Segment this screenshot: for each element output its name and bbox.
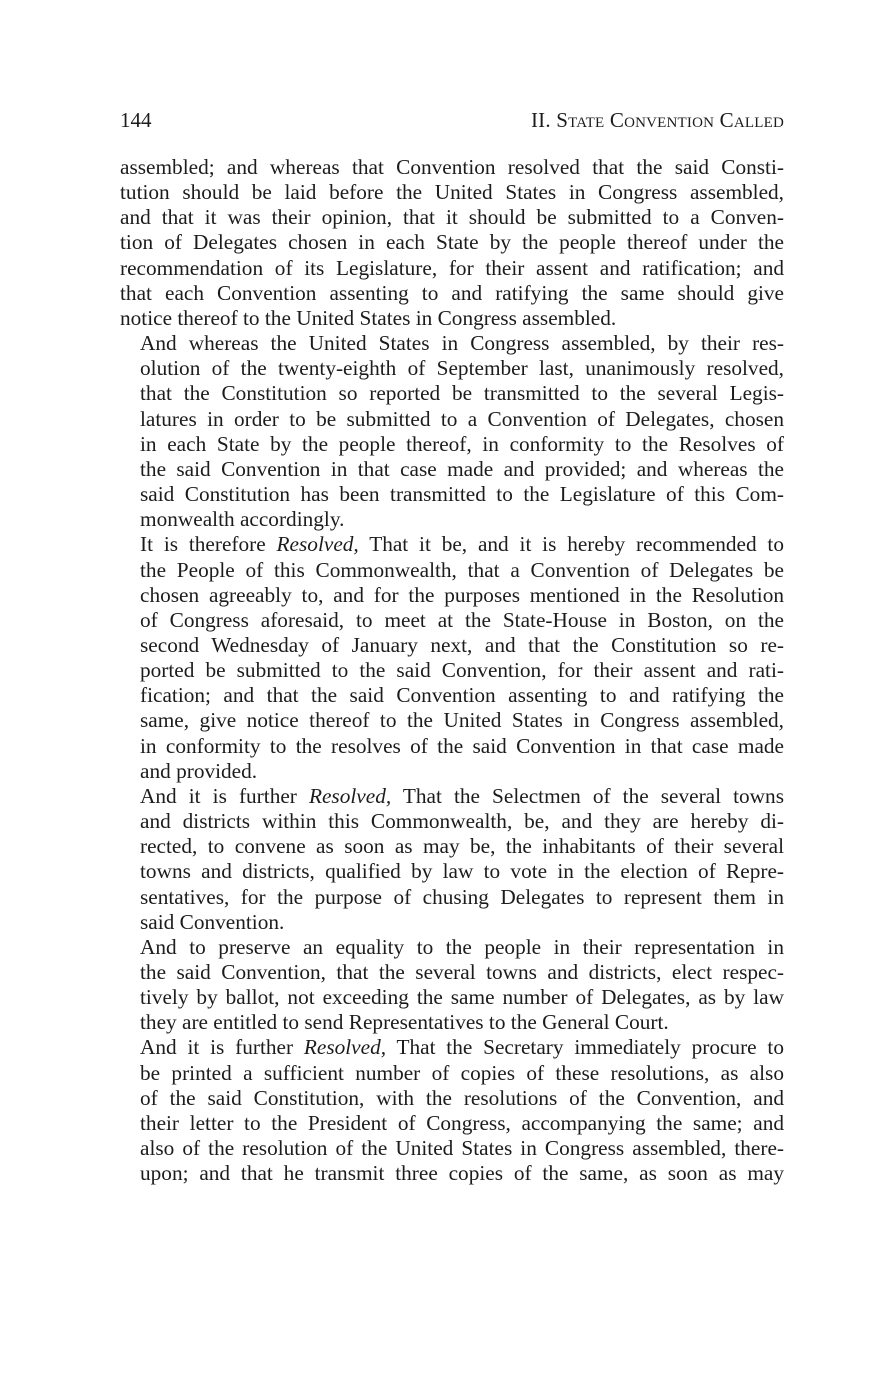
italic-term: Resolved, (276, 532, 359, 557)
paragraph (120, 1035, 784, 1186)
text-line: second Wednesday of January next, and that the Constitution so re- (140, 632, 784, 657)
text-line: same, give notice thereof to the United States in Congress assembled, (140, 708, 784, 733)
text-line: be printed a sufficient number of copies of these resolutions, as also (140, 1060, 784, 1085)
text-line: fication; and that the said Convention assenting to and ratifying the (140, 683, 784, 708)
paragraph (120, 155, 784, 331)
text-line: chosen agreeably to, and for the purposes mentioned in the Resolution (140, 582, 784, 607)
text-line: tution should be laid before the United States in Congress assembled, (120, 180, 784, 205)
text-line (120, 784, 784, 809)
text-line: and districts within this Commonwealth, be, and they are hereby di- (140, 809, 784, 834)
text-run: That it be, and it is hereby recommended to (358, 532, 784, 557)
text-line: monwealth accordingly. (140, 507, 345, 532)
text-line: sentatives, for the purpose of chusing Delegates to represent them in (140, 884, 784, 909)
text-line: of Congress aforesaid, to meet at the State-House in Boston, on the (140, 607, 784, 632)
text-line: the People of this Commonwealth, that a Convention of Delegates be (140, 557, 784, 582)
text-line: they are entitled to send Representatives to the General Court. (140, 1010, 669, 1035)
text-line: recommendation of its Legislature, for their assent and ratification; and (120, 255, 784, 280)
text-line: that each Convention assenting to and ratifying the same should give (120, 280, 784, 305)
italic-term: Resolved, (303, 1035, 387, 1060)
text-line: latures in order to be submitted to a Convention of Delegates, chosen (140, 406, 784, 431)
page-number: 144 (120, 108, 152, 132)
text-line: that the Constitution so reported be transmitted to the several Legis- (140, 381, 784, 406)
text-line: said Constitution has been transmitted to the Legislature of this Com- (140, 482, 784, 507)
text-line: also of the resolution of the United States in Congress assembled, there- (140, 1136, 784, 1161)
paragraph (120, 532, 784, 784)
text-run: It is therefore (140, 532, 277, 557)
text-line: their letter to the President of Congress, accompanying the same; and (140, 1110, 784, 1135)
text-line: And whereas the United States in Congress assembled, by their res- (140, 331, 784, 356)
text-line: in conformity to the resolves of the said Convention in that case made (140, 733, 784, 758)
text-line (120, 1035, 784, 1060)
paragraph (120, 784, 784, 935)
text-line: the said Convention in that case made and provided; and whereas the (140, 456, 784, 481)
text-line: and that it was their opinion, that it should be submitted to a Conven- (120, 205, 784, 230)
text-line: ported be submitted to the said Convention, for their assent and rati- (140, 658, 784, 683)
section-title: II. State Convention Called (530, 108, 784, 132)
document-page (120, 100, 784, 1186)
text-line: and provided. (140, 758, 258, 783)
text-line (120, 532, 784, 557)
text-line: olution of the twenty-eighth of September last, unanimously resolved, (140, 356, 784, 381)
text-run: That the Secretary immediately procure to (386, 1035, 784, 1060)
text-run: And it is further (140, 1035, 304, 1060)
text-line: said Convention. (140, 909, 285, 934)
text-line: notice thereof to the United States in Congress assembled. (120, 305, 617, 330)
italic-term: Resolved, (308, 783, 392, 808)
text-line: assembled; and whereas that Convention resolved that the said Consti- (120, 155, 784, 179)
text-line: tion of Delegates chosen in each State by the people thereof under the (120, 230, 784, 255)
text-line: in each State by the people thereof, in conformity to the Resolves of (140, 431, 784, 456)
text-line: tively by ballot, not exceeding the same number of Delegates, as by law (140, 985, 784, 1010)
paragraph (120, 331, 784, 532)
body-text (120, 155, 784, 1186)
text-run: That the Selectmen of the several towns (391, 783, 784, 808)
text-line: upon; and that he transmit three copies of the same, as soon as may (140, 1161, 784, 1186)
text-run: And it is further (140, 783, 309, 808)
text-line: the said Convention, that the several towns and districts, elect respec- (140, 960, 784, 984)
running-head (120, 100, 784, 140)
text-line: towns and districts, qualified by law to vote in the election of Repre- (140, 859, 784, 884)
text-line: And to preserve an equality to the people in their representation in (140, 934, 784, 959)
text-line: of the said Constitution, with the resolutions of the Convention, and (140, 1085, 784, 1110)
text-line: rected, to convene as soon as may be, the inhabitants of their several (140, 834, 784, 859)
paragraph (120, 935, 784, 1036)
